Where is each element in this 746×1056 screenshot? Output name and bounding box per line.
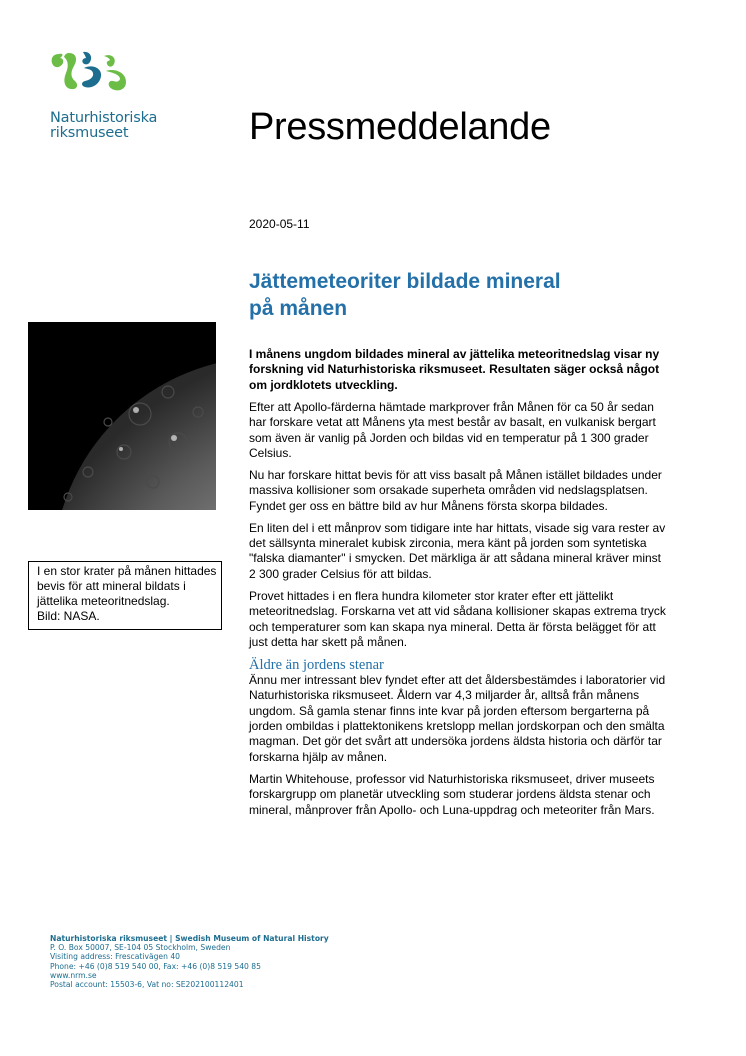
footer-org: Naturhistoriska riksmuseet | Swedish Museum of Natural History xyxy=(50,934,329,943)
footer-phone: Phone: +46 (0)8 519 540 00, Fax: +46 (0)8 519 540 85 xyxy=(50,961,261,971)
article-paragraph-2: Nu har forskare hittat bevis för att viss basalt på Månen istället bildades under massiva kollisioner som orsakade superheta områden vid nedslagsplatsen. Fyndet ger oss en bättre bild av hur Månens första skorpa bildades. xyxy=(249,467,662,513)
article-lead: I månens ungdom bildades mineral av jättelika meteoritnedslag visar ny forskning vid Naturhistoriska riksmuseet. Resultaten säger också något om jordklotets utveckling. xyxy=(249,347,660,392)
image-caption xyxy=(28,561,222,630)
logo-text-line2: riksmuseet xyxy=(50,125,129,141)
footer-visiting-address: Visiting address: Frescativägen 40 xyxy=(50,952,180,962)
footer-website: www.nrm.se xyxy=(50,970,97,980)
article-paragraph-6: Martin Whitehouse, professor vid Naturhistoriska riksmuseet, driver museets forskargrupp om planetär utveckling som studerar jordens äldsta stenar och mineral, månprover från Apollo- och Luna-uppdrag och meteoriter från Mars. xyxy=(249,771,655,817)
footer-contact xyxy=(50,934,370,989)
museum-logo-mark xyxy=(50,50,130,92)
article-paragraph-5: Ännu mer intressant blev fyndet efter att det åldersbestämdes i laboratorier vid Naturhistoriska riksmuseet. Åldern var 4,3 miljarder år, alltså från månens ungdom. Så gamla stenar finns inte kvar på jorden eftersom bergarterna på jorden ombildas i plattektonikens kretslopp mellan jordskorpan och den smälta magman. Det gör det svårt att undersöka jordens äldsta historia och därför tar forskarna hjälp av månen. xyxy=(249,672,666,764)
moon-crater-photo xyxy=(28,322,216,510)
article-body xyxy=(249,347,669,824)
footer-address: P. O. Box 50007, SE-104 05 Stockholm, Sweden xyxy=(50,943,231,953)
article-paragraph-1: Efter att Apollo-färderna hämtade markprover från Månen för ca 50 år sedan har forskare vetat att Månens yta mest består av basalt, en vulkanisk bergart som även är vanlig på Jorden och bildas vid en temperatur på 1 300 grader Celsius. xyxy=(249,399,656,460)
article-subheading: Äldre än jordens stenar xyxy=(249,656,384,673)
logo-text-line1: Naturhistoriska xyxy=(50,110,158,126)
article-paragraph-3: En liten del i ett månprov som tidigare inte har hittats, visade sig vara rester av det sällsynta mineralet kubisk zirconia, mera känt på jorden som syntetiska "falska diamanter" i smycken. Det märkliga är att sådana mineral kräver minst 2 300 grader Celsius för att bildas. xyxy=(249,520,666,581)
museum-logo-text xyxy=(50,111,190,141)
article-title: Jättemeteoriter bildade mineral på månen xyxy=(249,270,561,320)
footer-postal-account: Postal account: 15503-6, Vat no: SE202100112401 xyxy=(50,980,244,990)
press-release-date: 2020-05-11 xyxy=(249,217,310,231)
document-type-heading: Pressmeddelande xyxy=(249,106,551,148)
article-paragraph-4: Provet hittades i en flera hundra kilometer stor krater efter ett jättelikt meteoritnedslag. Forskarna vet att vid sådana kollisioner skapas extrema tryck och temperaturer som kan skapa nya mineral. Detta är första belägget för att just detta har skett på månen. xyxy=(249,588,666,649)
image-caption-text: I en stor krater på månen hittades bevis för att mineral bildats i jättelika meteoritnedslag. Bild: NASA. xyxy=(37,564,217,623)
